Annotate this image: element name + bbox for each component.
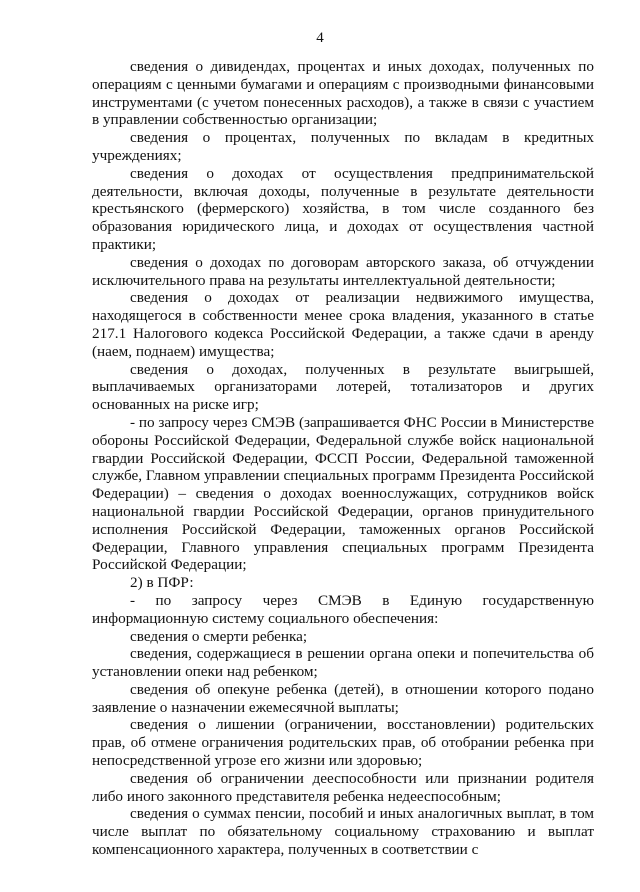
page-number: 4 [316, 30, 324, 46]
paragraph-pfr-heading: 2) в ПФР: [130, 574, 194, 592]
paragraph-dividends: сведения о дивидендах, процентах и иных доходах, полученных по операциям с ценными бумагами и операциям с производными финансовыми инструментами (с учетом понесенных расходов), а также в связи с участием в управлении собственностью организации; [92, 58, 594, 129]
paragraph-deposit-interest: сведения о процентах, полученных по вкладам в кредитных учреждениях; [92, 129, 594, 164]
paragraph-business-income: сведения о доходах от осуществления предпринимательской деятельности, включая доходы, полученные в результате деятельности крестьянского (фермерского) хозяйства, в том числе созданного без образования юридического лица, и доходах от осуществления частной практики; [92, 164, 594, 253]
paragraph-lottery: сведения о доходах, полученных в результате выигрышей, выплачиваемых организаторами лотерей, тотализаторов и других основанных на риске игр; [92, 360, 594, 414]
paragraph-child-death: сведения о смерти ребенка; [130, 627, 308, 645]
paragraph-smev-egisso: - по запросу через СМЭВ в Единую государственную информационную систему социального обеспечения: [92, 591, 594, 627]
paragraph-guardian-info: сведения об опекуне ребенка (детей), в отношении которого подано заявление о назначении ежемесячной выплаты; [92, 680, 594, 716]
paragraph-legal-capacity: сведения об ограничении дееспособности или признании родителя либо иного законного представителя ребенка недееспособным; [92, 769, 594, 805]
paragraph-smev-fns: - по запросу через СМЭВ (запрашивается ФНС России в Министерстве обороны Российской Федерации, Федеральной службе войск национальной гвардии Российской Федерации, ФССП России, Федеральной таможенной службе, Главном управлении специальных программ Президента Российской Федерации) – сведения о доходах военнослужащих, сотрудников войск национальной гвардии Российской Федерации, органов принудительного исполнения Российской Федерации, таможенных органов Российской Федерации, Главного управления специальных программ Президента Российской Федерации; [92, 413, 594, 574]
paragraph-author-contracts: сведения о доходах по договорам авторского заказа, об отчуждении исключительного права на результаты интеллектуальной деятельности; [92, 253, 594, 289]
document-body [92, 58, 594, 859]
paragraph-real-estate: сведения о доходах от реализации недвижимого имущества, находящегося в собственности менее срока владения, указанного в статье 217.1 Налогового кодекса Российской Федерации, а также сдачи в аренду (наем, поднаем) имущества; [92, 289, 594, 360]
paragraph-pension-amounts: сведения о суммах пенсии, пособий и иных аналогичных выплат, в том числе выплат по обязательному социальному страхованию и выплат компенсационного характера, полученных в соответствии с [92, 805, 594, 859]
paragraph-guardianship-decision: сведения, содержащиеся в решении органа опеки и попечительства об установлении опеки над ребенком; [92, 645, 594, 681]
paragraph-parental-rights: сведения о лишении (ограничении, восстановлении) родительских прав, об отмене ограничения родительских прав, об отобрании ребенка при непосредственной угрозе его жизни или здоровью; [92, 716, 594, 770]
